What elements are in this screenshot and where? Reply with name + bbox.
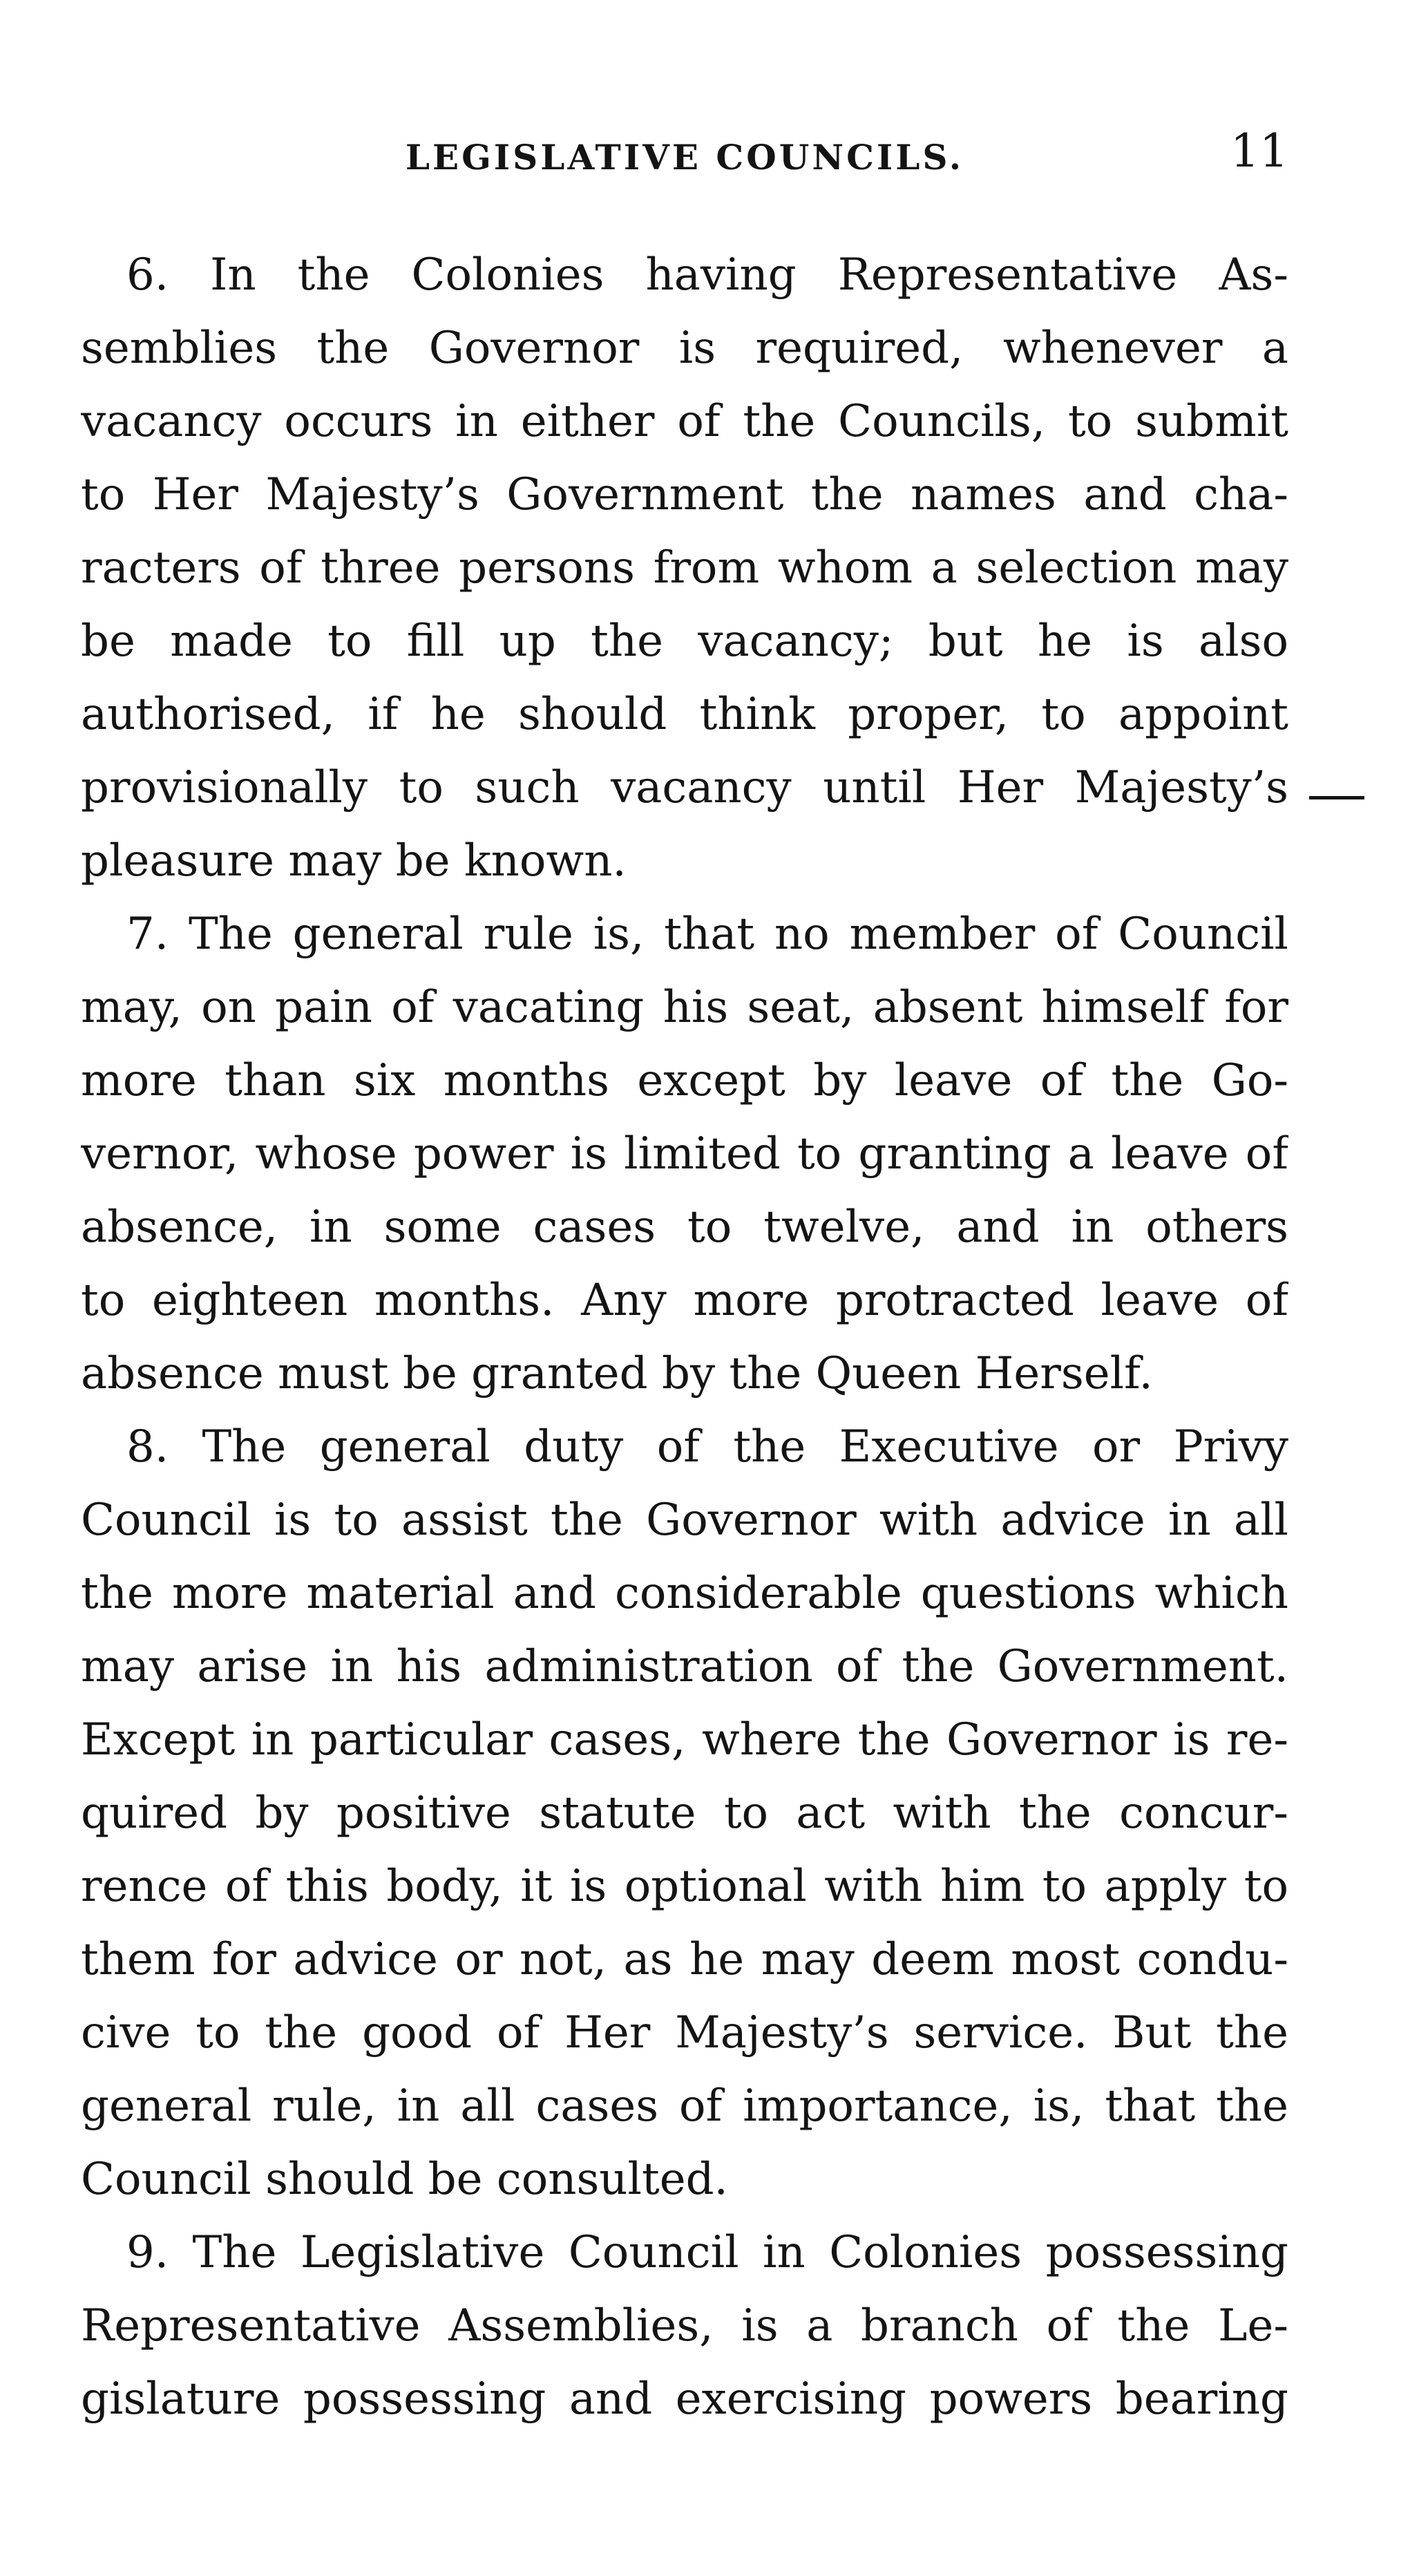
- text-line: provisionally to such vacancy until Her Majesty’s: [81, 762, 1288, 813]
- text-line: vacancy occurs in either of the Councils, to submit: [81, 396, 1288, 447]
- text-line: 6. In the Colonies having Representative As-: [126, 249, 1288, 301]
- text-line: quired by positive statute to act with the concur-: [81, 1788, 1288, 1839]
- text-line: to Her Majesty’s Government the names and cha-: [81, 469, 1288, 520]
- text-line: Council is to assist the Governor with advice in all: [81, 1495, 1288, 1546]
- text-line: racters of three persons from whom a selection may: [81, 542, 1288, 594]
- text-line: vernor, whose power is limited to granting a leave of: [81, 1128, 1288, 1180]
- text-line: absence must be granted by the Queen Herself.: [81, 1348, 1153, 1399]
- text-line: may arise in his administration of the Government.: [81, 1641, 1288, 1692]
- paragraph-6: [81, 238, 1288, 898]
- text-line: them for advice or not, as he may deem most condu-: [81, 1934, 1288, 1985]
- text-line: rence of this body, it is optional with him to apply to: [81, 1861, 1288, 1912]
- text-line: authorised, if he should think proper, to appoint: [81, 689, 1288, 740]
- text-line: absence, in some cases to twelve, and in others: [81, 1202, 1288, 1253]
- paragraph-7: [81, 898, 1288, 1410]
- text-line: Council should be consulted.: [81, 2154, 728, 2205]
- text-line: 9. The Legislative Council in Colonies possessing: [126, 2227, 1288, 2278]
- running-head: [81, 124, 1288, 187]
- margin-dash-mark: [1309, 796, 1364, 799]
- text-line: 7. The general rule is, that no member of Council: [126, 909, 1288, 960]
- paragraph-8: [81, 1410, 1288, 2216]
- body-text: [81, 238, 1288, 2436]
- text-line: be made to fill up the vacancy; but he is also: [81, 616, 1288, 667]
- paragraph-9: [81, 2216, 1288, 2436]
- text-line: more than six months except by leave of the Go-: [81, 1055, 1288, 1106]
- text-line: gislature possessing and exercising powers bearing: [81, 2374, 1288, 2425]
- text-line: to eighteen months. Any more protracted leave of: [81, 1275, 1288, 1326]
- text-line: pleasure may be known.: [81, 835, 627, 887]
- text-line: Representative Assemblies, is a branch of the Le-: [81, 2300, 1288, 2351]
- text-line: 8. The general duty of the Executive or Privy: [126, 1421, 1288, 1472]
- page-number: 11: [1230, 124, 1288, 178]
- text-line: semblies the Governor is required, whenever a: [81, 323, 1288, 374]
- text-line: general rule, in all cases of importance, is, that the: [81, 2081, 1288, 2132]
- text-line: Except in particular cases, where the Governor is re-: [81, 1714, 1288, 1765]
- text-line: may, on pain of vacating his seat, absent himself for: [81, 982, 1288, 1033]
- running-title: LEGISLATIVE COUNCILS.: [405, 137, 964, 178]
- text-line: cive to the good of Her Majesty’s service. But the: [81, 2007, 1288, 2058]
- text-line: the more material and considerable questions which: [81, 1568, 1288, 1619]
